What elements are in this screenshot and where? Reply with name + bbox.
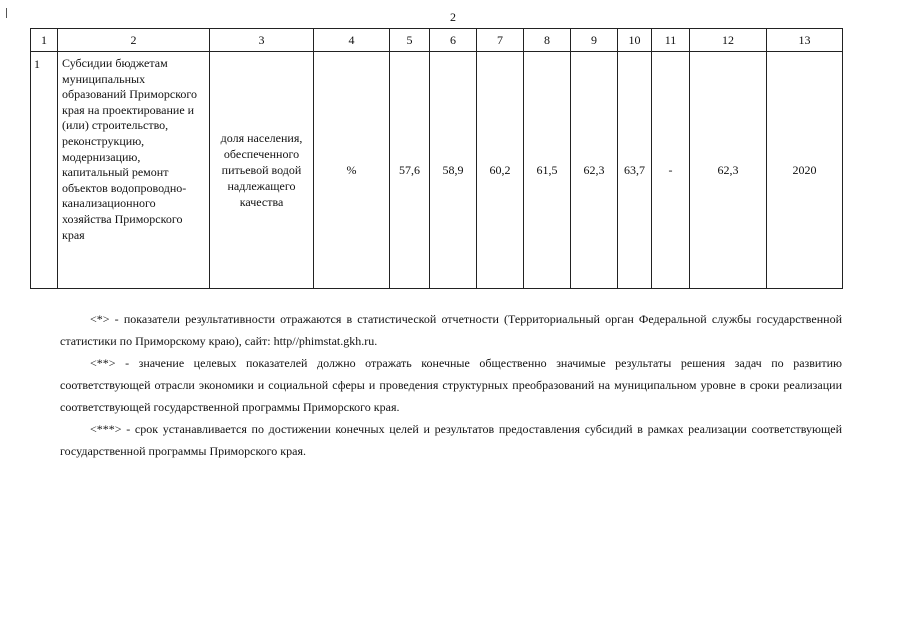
column-header-6: 6 [430,29,477,52]
unit-cell: % [314,52,390,289]
row-number-cell: 1 [31,52,58,289]
column-header-5: 5 [390,29,430,52]
value-cell-11: - [652,52,690,289]
value-cell-5: 57,6 [390,52,430,289]
column-header-10: 10 [618,29,652,52]
column-header-7: 7 [477,29,524,52]
value-cell-8: 61,5 [524,52,571,289]
indicators-table [30,28,843,289]
table-row [31,52,843,289]
column-header-8: 8 [524,29,571,52]
column-header-1: 1 [31,29,58,52]
scan-margin-mark [6,8,7,18]
completion-year-cell: 2020 [767,52,843,289]
value-cell-10: 63,7 [618,52,652,289]
footnotes [60,308,842,462]
footnote-3: <***> - срок устанавливается по достижении конечных целей и результатов предоставления субсидий в рамках реализации соответствующей государственной программы Приморского края. [60,422,842,458]
column-header-12: 12 [690,29,767,52]
footnote-2: <**> - значение целевых показателей должно отражать конечные общественно значимые результаты решения задач по развитию соответствующей отрасли экономики и социальной сферы и проведения структурных преобразований на муниципальном уровне в сроки реализации соответствующей государственной программы Приморского края. [60,356,842,414]
column-number-row [31,29,843,52]
page-number: 2 [450,10,456,24]
column-header-3: 3 [210,29,314,52]
column-header-9: 9 [571,29,618,52]
indicator-name-cell: доля населения, обеспеченного питьевой водой надлежащего качества [210,52,314,289]
measure-name-cell: Субсидии бюджетам муниципальных образований Приморского края на проектирование и (или) строительство, реконструкцию, модернизацию, капитальный ремонт объектов водопроводно-канализационного хозяйства Приморского края [58,52,210,289]
column-header-13: 13 [767,29,843,52]
value-cell-6: 58,9 [430,52,477,289]
value-cell-9: 62,3 [571,52,618,289]
column-header-2: 2 [58,29,210,52]
footnote-1: <*> - показатели результативности отражаются в статистической отчетности (Территориальный орган Федеральной службы государственной статистики по Приморскому краю), сайт: http//phimstat.gkh.ru. [60,312,842,348]
column-header-11: 11 [652,29,690,52]
value-cell-12: 62,3 [690,52,767,289]
column-header-4: 4 [314,29,390,52]
value-cell-7: 60,2 [477,52,524,289]
